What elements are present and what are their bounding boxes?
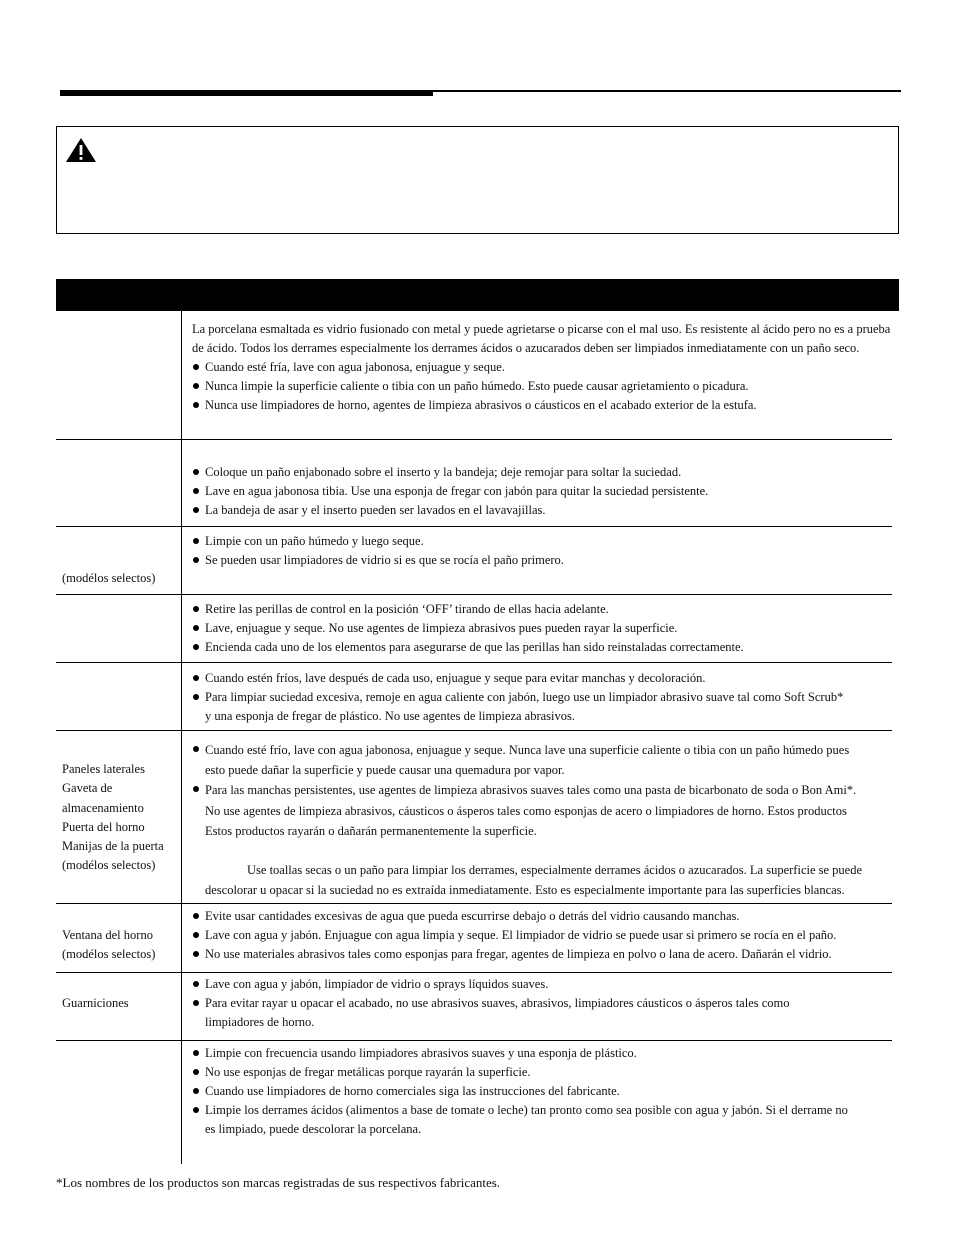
label-line: Gaveta de — [62, 781, 113, 796]
table-header-bar — [56, 279, 899, 311]
list-item-continuation: No use agentes de limpieza abrasivos, cáusticos o ásperos tales como esponjas de acero o limpiadores de horno. Estos productos — [205, 803, 847, 818]
list-item: Cuando estén fríos, lave después de cada uso, enjuague y seque para evitar manchas y decoloración. — [192, 669, 900, 688]
porcelain-intro: La porcelana esmaltada es vidrio fusionado con metal y puede agrietarse o picarse con el mal uso. Es resistente al ácido pero no es a prueba de ácido. Todos los derrames especialmente los derrames ácidos o azucarados deben ser limpiados inmediatamente con un paño seco. — [192, 322, 891, 355]
pans-description — [192, 669, 900, 726]
list-item: Para limpiar suciedad excesiva, remoje en agua caliente con jabón, luego use un limpiador abrasivo suave tal como Soft Scrub* — [192, 688, 900, 707]
label-line: Paneles laterales — [62, 762, 145, 776]
list-item: Retire las perillas de control en la posición ‘OFF’ tirando de ellas hacia adelante. — [192, 600, 900, 619]
list-item: Se pueden usar limpiadores de vidrio si es que se rocía el paño primero. — [192, 551, 900, 570]
list-item-continuation: es limpiado, puede descolorar la porcelana. — [205, 1122, 422, 1136]
row-divider — [56, 730, 892, 731]
list-item: No use esponjas de fregar metálicas porque rayarán la superficie. — [192, 1063, 900, 1082]
glass-label: (modélos selectos) — [62, 571, 156, 585]
label-line: (modélos selectos) — [62, 947, 156, 961]
list-item-continuation: limpiadores de horno. — [205, 1015, 315, 1029]
trim-label: Guarniciones — [62, 996, 129, 1010]
window-description — [192, 907, 900, 964]
list-item-continuation: Estos productos rayarán o dañarán permanentemente la superficie. — [205, 823, 537, 838]
row-divider — [56, 972, 892, 973]
list-item: Para evitar rayar u opacar el acabado, no use abrasivos suaves, abrasivos, limpiadores cáusticos o ásperos tales como — [192, 994, 900, 1013]
list-item: Limpie con un paño húmedo y luego seque. — [192, 532, 900, 551]
label-line: Manijas de la puerta — [62, 839, 164, 854]
list-item: Nunca use limpiadores de horno, agentes de limpieza abrasivos o cáusticos en el acabado exterior de la estufa. — [192, 396, 900, 415]
warning-box — [56, 126, 899, 234]
row-divider — [56, 439, 892, 440]
broiler-description — [192, 463, 900, 520]
label-line: (modélos selectos) — [62, 858, 156, 873]
list-item: Lave, enjuague y seque. No use agentes de limpieza abrasivos pues pueden rayar la superficie. — [192, 619, 900, 638]
list-item: Limpie con frecuencia usando limpiadores abrasivos suaves y una esponja de plástico. — [192, 1044, 900, 1063]
header-rule-thin — [433, 90, 901, 92]
knobs-description — [192, 600, 900, 657]
row-divider — [56, 662, 892, 663]
list-item: Cuando use limpiadores de horno comerciales siga las instrucciones del fabricante. — [192, 1082, 900, 1101]
list-item: La bandeja de asar y el inserto pueden ser lavados en el lavavajillas. — [192, 501, 900, 520]
warning-icon — [65, 137, 97, 163]
list-item-continuation: esto puede dañar la superficie y puede causar una quemadura por vapor. — [205, 763, 565, 778]
list-item-continuation: y una esponja de fregar de plástico. No use agentes de limpieza abrasivos. — [205, 709, 576, 723]
painted-surfaces-labels — [62, 760, 164, 876]
list-item: Lave con agua y jabón. Enjuague con agua limpia y seque. El limpiador de vidrio se puede usar si primero se rocía en el paño. — [192, 926, 900, 945]
label-line: Puerta del horno — [62, 819, 145, 834]
list-item: Cuando esté fría, lave con agua jabonosa, enjuague y seque. — [192, 358, 900, 377]
painted-note: Use toallas secas o un paño para limpiar los derrames, especialmente derrames ácidos o azucarados. La superficie se puede — [247, 863, 863, 878]
row-divider — [56, 903, 892, 904]
glass-description — [192, 532, 900, 570]
row-divider — [56, 1040, 892, 1041]
painted-description — [192, 740, 900, 900]
list-item: Nunca limpie la superficie caliente o tibia con un paño húmedo. Esto puede causar agrietamiento o picadura. — [192, 377, 900, 396]
label-line: Ventana del horno — [62, 928, 153, 942]
list-item: Coloque un paño enjabonado sobre el inserto y la bandeja; deje remojar para soltar la suciedad. — [192, 463, 900, 482]
window-labels — [62, 926, 155, 964]
list-item: Lave en agua jabonosa tibia. Use una esponja de fregar con jabón para quitar la suciedad persistente. — [192, 482, 900, 501]
trim-description — [192, 975, 900, 1032]
footnote: *Los nombres de los productos son marcas registradas de sus respectivos fabricantes. — [56, 1175, 501, 1190]
row-divider — [56, 526, 892, 527]
oven-description — [192, 1044, 900, 1139]
painted-note-continuation: descolorar u opacar si la suciedad no es extraída inmediatamente. Esto es especialmente importante para las superficies blancas. — [205, 883, 845, 898]
header-rule-thick — [60, 90, 433, 96]
porcelain-description — [192, 320, 900, 415]
list-item: Cuando esté frío, lave con agua jabonosa, enjuague y seque. Nunca lave una superficie caliente o tibia con un paño húmedo pues — [192, 740, 900, 760]
row-divider — [56, 594, 892, 595]
label-line: almacenamiento — [62, 800, 144, 815]
list-item: Encienda cada uno de los elementos para asegurarse de que las perillas han sido reinstaladas correctamente. — [192, 638, 900, 657]
list-item: No use materiales abrasivos tales como esponjas para fregar, agentes de limpieza en polvo o lana de acero. Dañarán el vidrio. — [192, 945, 900, 964]
list-item: Evite usar cantidades excesivas de agua que pueda escurrirse debajo o detrás del vidrio causando manchas. — [192, 907, 900, 926]
list-item: Para las manchas persistentes, use agentes de limpieza abrasivos suaves tales como una pasta de bicarbonato de soda o Bon Ami*. — [192, 780, 900, 800]
list-item: Lave con agua y jabón, limpiador de vidrio o sprays líquidos suaves. — [192, 975, 900, 994]
list-item: Limpie los derrames ácidos (alimentos a base de tomate o leche) tan pronto como sea posible con agua y jabón. Si el derrame no — [192, 1101, 900, 1120]
